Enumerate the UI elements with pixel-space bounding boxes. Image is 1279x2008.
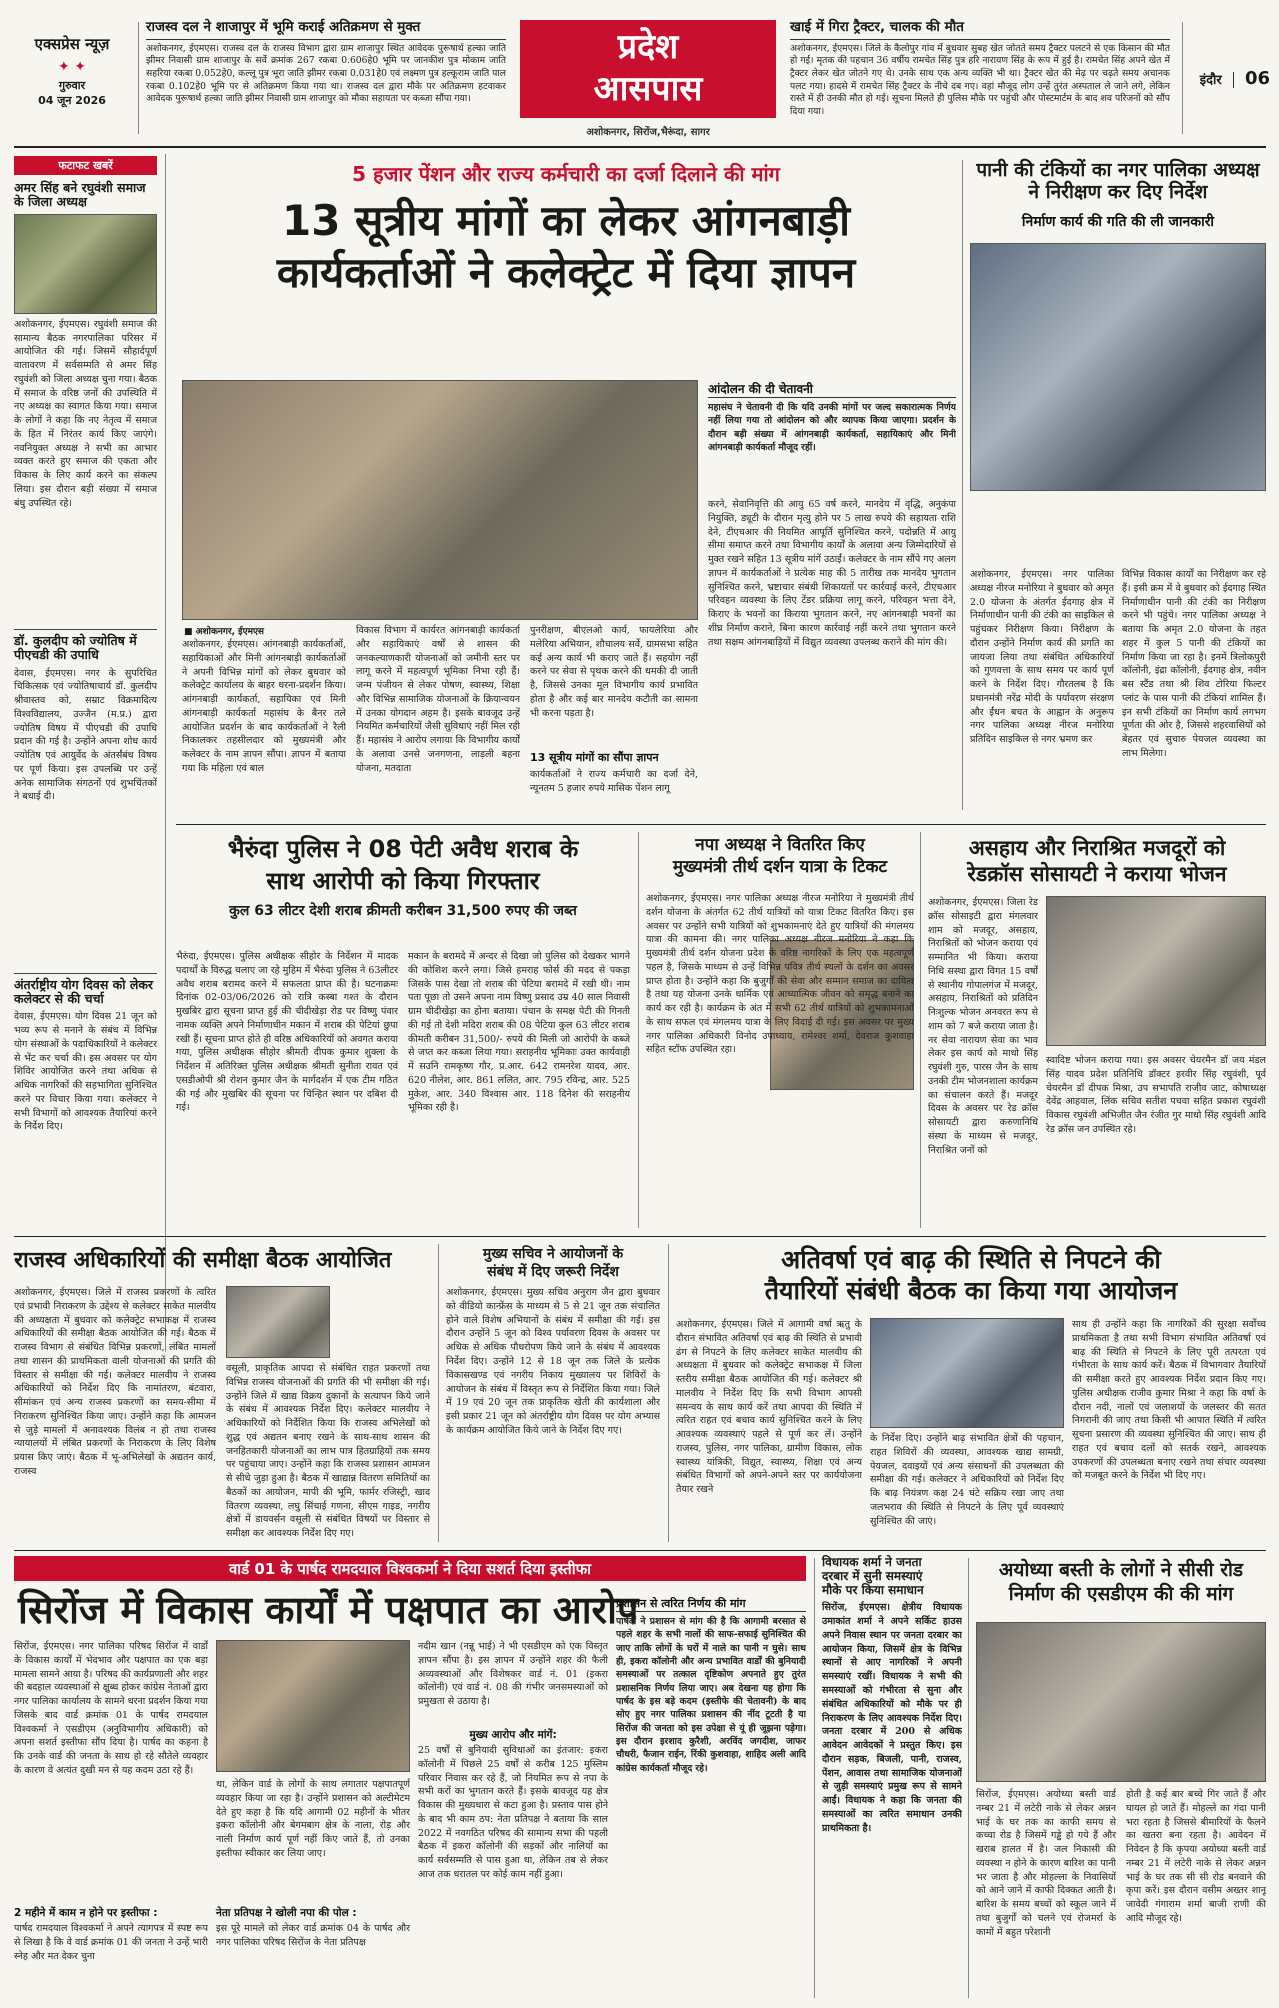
sidebar-tag: फटाफट खबरें [14,156,157,175]
sidebar-item2-body: देवास, ईएमएस। नगर के सुपरिचित चिकित्सक एवं ज्योतिषाचार्य डॉ. कुलदीप श्रीवास्तव को, सम्राट विक्रमादित्य विश्वविद्यालय, उज्जैन (म.प्र.) द्वारा ज्योतिष विषय में पीएचडी की उपाधि प्रदान की गई है। उन्होंने अपना शोध कार्य ज्योतिष एवं आयुर्वेद के अंतर्संबंध विषय पर पूर्ण किया। इस उपलब्धि पर उन्हें अनेक सामाजिक संगठनों एवं शुभचिंतकों ने बधाई दी। [14,667,157,803]
page-info [1190,68,1270,89]
lead-body-col3b: कार्यकर्ताओं ने राज्य कर्मचारी का दर्जा देने, न्यूनतम 5 हजार रुपये मासिक पेंशन लागू [530,769,698,794]
sironj-headline: सिरोंज में विकास कार्यों में पक्षपात का आरोप [18,1588,639,1633]
lead-box [708,380,956,490]
water-photo [970,243,1266,491]
redcross-headline-line2: रेडक्रॉस सोसायटी ने कराया भोजन [967,862,1227,887]
lead-box-body: महासंघ ने चेतावनी दी कि यदि उनकी मांगों पर जल्द सकारात्मक निर्णय नहीं लिया गया तो आंदोलन को और व्यापक किया जाएगा। प्रदर्शन के दौरान बड़ी संख्या में आंगनबाड़ी कार्यकर्ता, सहायिकाएं और मिनी आंगनबाड़ी कार्यकर्ता मौजूद रहीं। [708,402,956,454]
liquor-body-col2: मकान के बरामदे में अन्दर से दिखा जो पुलिस को देखकर भागने की कोशिश करने लगा। जिसे हमराह फोर्स की मदद से पकड़ा जिसके पास देखा तो शराब की पेटिया बरामदे में रखी थी। नाम पता पूछा तो उसने अपना नाम विष्णु प्रसाद उम्र 40 साल निवासी ग्राम चीदीखेड़ा का होना बताया। पंचान के समक्ष पेटी की गिनती की गई तो देशी मदिरा शराब की 08 पेटिया कुल 63 लीटर शराब कीमती करीबन 31,500/- रुपये की मिली जो आरोपी के कब्जे से जप्त कर कब्जा लिया गया। सराहनीय भूमिकाः उक्त कार्यवाही में सउनि रामकृष्ण गौर, प्र.आर. 642 रामनरेश यादव, आर. 620 नीलेश, आर. 861 ललित, आर. 795 रविन्द्र, आर. 525 मुकेश, आर. 340 विश्वास आर. 118 दिनेश की सराहनीय भूमिका रही है। [408,951,630,1114]
top-right-story [790,20,1170,136]
redcross-photo [1046,896,1266,1046]
redcross-headline-line1: असहाय और निराश्रित मजदूरों को [968,836,1226,860]
mla-headline-line2: दरबार में सुनी समस्याएं [822,1568,923,1583]
flood-headline-line2: तैयारियों संबंधी बैठक का किया गया आयोजन [764,1275,1178,1305]
revenue-photo [226,1286,330,1358]
section-districts: अशोकनगर, सिरोंज,भैरूंदा, सागर [586,127,710,138]
lead-body-col1: अशोकनगर, ईएमएस। आंगनबाड़ी कार्यकर्ताओं, सहायिकाओं और मिनी आंगनबाड़ी कार्यकर्ताओं ने अपनी विभिन्न मांगों को लेकर बुधवार को कलेक्ट्रेट कार्यालय के बाहर धरना-प्रदर्शन किया। आंगनबाड़ी कार्यकर्ता, सहायिका एवं मिनी आंगनबाड़ी कार्यकर्ता महासंघ के बैनर तले आयोजित प्रदर्शन के बाद कार्यकर्ताओं ने रैली निकालकर तहसीलदार को मुख्यमंत्री और कलेक्टर के नाम ज्ञापन सौंपा। ज्ञापन में बताया गया कि महिला एवं बाल [182,639,346,774]
sidebar-item1-photo [14,214,157,314]
liquor-body-col1: भैरुंदा, ईएमएस। पुलिस अधीक्षक सीहोर के निर्देशन में मादक पदार्थों के विरुद्ध चलाए जा रहे मुहिम में भैरुंदा पुलिस ने 63लीटर अवैध शराब बरामद करने में सफलता प्राप्त की है। घटनाक्रमः दिनांक 02-03/06/2026 को रात्रि कस्बा गश्त के दौरान मुखबिर द्वारा सूचना प्राप्त हुई की चीदीखेड़ा रोड पर विष्णु पंवार नामक व्यक्ति अपने निर्माणाधीन मकान में शराब की पेटियां छुपा रखी हैं। सूचना प्राप्त होते ही वरिष्ठ अधिकारियों को अवगत कराया गया, पुलिस अधीक्षक सीहोर श्रीमती दीपक कुमार शुक्ला के निर्देशन में अतिरिक्त पुलिस अधीक्षक श्रीमती सुनीता रावत एवं एसडीओपी श्री रोशन कुमार जैन के मार्गदर्शन में एक टीम गठित की गई और मुखबिर की सूचना पर चिन्हित स्थान पर दबिश दी गई। [176,951,398,1114]
sironj-kicker: वार्ड 01 के पार्षद रामदयाल विश्वकर्मा ने दिया सशर्त दिया इस्तीफा [228,1560,592,1578]
sironj-box-body: पार्षदों ने प्रशासन से मांग की है कि आगामी बरसात से पहले शहर के सभी नालों की साफ-सफाई सुनिश्चित की जाए ताकि लोगों के घरों में नाले का पानी न घुसे। साथ ही, इकरा कॉलोनी और अन्य प्रभावित वार्डों की बुनियादी समस्याओं पर तत्काल दृष्टिकोण अपनाते हुए तुरंत प्रशासनिक निर्णय लिया जाए। अब देखना यह होगा कि पार्षद के इस बड़े कदम (इस्तीफे की चेतावनी) के बाद सोए हुए नगर पालिका प्रशासन की नींद टूटती है या सिरोंज की जनता को इस उपेक्षा से यूं ही जूझना पड़ेगा। इस दौरान इरशाद कुरैशी, अरविंद जगदीश, जाफर चौधरी, फैजान राईन, रिंकी कुशवाहा, शाहिद अली आदि कांग्रेस कार्यकर्ता मौजूद रहे। [616,1616,806,1774]
sironj-body-col2b: इस पूरे मामले को लेकर वार्ड क्रमांक 04 के पार्षद और नगर पालिका परिषद सिरोंज के नेता प्रतिपक्ष [216,1923,410,1948]
cs-body: अशोकनगर, ईएमएस। मुख्य सचिव अनुराग जैन द्वारा बुधवार को वीडियो कान्फ्रेंस के माध्यम से 5 से 21 जून तक संचालित होने वाले विशेष अभियानों के संबंध में समीक्षा की गई। इस दौरान उन्होंने 5 जून को विश्व पर्यावरण दिवस के अवसर पर अधिक से अधिक पौधरोपण किये जाने के संबंध में आवश्यक निर्देश दिए। उन्होंने 12 से 18 जून तक जिले के प्रत्येक विकासखण्ड एवं नगरीय निकाय मुख्यालय पर शिविरों के आयोजन के संबंध में विस्तृत रूप से निर्देशित किया गया। जिले में 19 एवं 20 जून तक प्राकृतिक खेती की कार्यशाला और इसी प्रकार 21 जून को अंतर्राष्ट्रीय योग दिवस पर योग अभ्यास के कार्यक्रम आयोजित किये जाने के निर्देश दिए गए। [446,1287,660,1436]
ayodhya-photo [976,1622,1266,1782]
lead-headline-line1: 13 सूत्रीय मांगों का लेकर आंगनबाड़ी [281,196,851,245]
ayodhya-headline-line2: निर्माण की एसडीएम की की मांग [1008,1582,1234,1605]
sidebar [14,154,166,1352]
tirth-body: अशोकनगर, ईएमएस। नगर पालिका अध्यक्ष नीरज मनोरिया ने मुख्यमंत्री तीर्थ दर्शन योजना के अंतर्गत 62 तीर्थ यात्रियों को यात्रा टिकट वितरित किए। इस अवसर पर उन्होंने सभी यात्रियों को शुभकामनाएं देते हुए यात्रियों की मंगलमय यात्रा की कामना की। नगर पालिका अध्यक्ष नीरज मनोरिया ने कहा कि मुख्यमंत्री तीर्थ दर्शन योजना प्रदेश के वरिष्ठ नागरिकों के लिए एक महत्वपूर्ण पहल है, जिसके माध्यम से उन्हें विभिन्न पवित्र तीर्थ स्थलों के दर्शन का अवसर प्राप्त होता है। उन्होंने कहा कि बुजुर्गों की सेवा और सम्मान समाज का दायित्व है तथा यह योजना उनके धार्मिक एवं आध्यात्मिक जीवन को समृद्ध बनाने का कार्य कर रही है। कार्यक्रम के अंत में सभी 62 तीर्थ यात्रियों को शुभकामनाओं के साथ सफल एवं मंगलमय यात्रा के लिए विदाई दी गई। इस अवसर पर मुख्य नगर पालिका अधिकारी विनोद उपाध्याय, रामेश्वर शर्मा, देवराज कुशवाहा सहित स्टॉफ उपस्थित रहा। [646,893,914,1056]
lead-kicker: 5 हजार पेंशन और राज्य कर्मचारी का दर्जा दिलाने की मांग [352,162,780,186]
ayodhya-headline-line1: अयोध्या बस्ती के लोगों ने सीसी रोड [998,1559,1244,1581]
masthead-left [18,30,126,120]
mla-body: सिरोंज, ईएमएस। क्षेत्रीय विधायक उमाकांत शर्मा ने अपने सर्किट हाउस अपने निवास स्थान पर जनता दरबार का आयोजन किया, जिसमें क्षेत्र के विभिन्न स्थानों से आए नागरिकों ने अपनी समस्याएं रखीं। विधायक ने सभी की समस्याओं को गंभीरता से सुना और संबंधित अधिकारियों को मौके पर ही निराकरण के लिए आवश्यक निर्देश दिए। जनता दरबार में 200 से अधिक आवेदन आवेदकों ने प्रस्तुत किए। इस दौरान सड़क, बिजली, पानी, राजस्व, पेंशन, आवास तथा सामाजिक योजनाओं से जुड़ी समस्याएं प्रमुख रूप से सामने आईं। विधायक ने कहा कि जनता की समस्याओं का त्वरित समाधान उनकी प्राथमिकता है। [822,1602,962,1834]
liquor-headline-line1: भैरुंदा पुलिस ने 08 पेटी अवैध शराब के [227,835,579,863]
cs-headline-line1: मुख्य सचिव ने आयोजनों के [482,1246,624,1262]
sironj-body-col3b: 25 वर्षों से बुनियादी सुविधाओं का इंतजार: इकरा कॉलोनी में पिछले 25 वर्षों से करीब 125 मुस्लिम परिवार निवास कर रहे हैं, जो नियमित रूप से नपा के सभी करों का भुगतान करते हैं। इसके बावजूद यह क्षेत्र विकास की मुख्यधारा से कटा हुआ है। प्रस्ताव पास होने के बाद भी काम ठप: नेता प्रतिपक्ष ने बताया कि साल 2022 में नवगठित परिषद की सामान्य सभा की पहली बैठक में इकरा कॉलोनी की सड़कों और नालियों का कार्य सर्वसम्मति से पास हुआ था, लेकिन तब से लेकर आज तक धरातल पर कोई काम नहीं हुआ। [418,1745,608,1880]
revenue-body-col1: अशोकनगर, ईएमएस। जिले में राजस्व प्रकरणों के त्वरित एवं प्रभावी निराकरण के उद्देश्य से कलेक्टर साकेत मालवीय की अध्यक्षता में बुधवार को कलेक्ट्रेट सभाकक्ष में राजस्व अधिकारियों की समीक्षा बैठक आयोजित की गई। बैठक में राजस्व विभाग से संबंधित विभिन्न प्रकरणों, लंबित मामलों तथा शासन की प्राथमिकता वाली योजनाओं की प्रगति की विस्तार से समीक्षा की गई। कलेक्टर मालवीय ने राजस्व अधिकारियों को निर्देश दिए कि नामांतरण, बंटवारा, सीमांकन एवं अन्य राजस्व प्रकरणों का समय-सीमा में निराकरण सुनिश्चित किया जाए। उन्होंने कहा कि आमजन से जुड़े मामलों में अनावश्यक विलंब न हो तथा राजस्व न्यायालयों में लंबित प्रकरणों के निराकरण के लिए विशेष प्रयास किए जाएं। बैठक में भू-अभिलेखों के अद्यतन कार्य, राजस्व [14,1287,216,1477]
sidebar-item3-headline: अंतर्राष्ट्रीय योग दिवस को लेकर कलेक्टर से की चर्चा [14,973,157,1007]
flood-story [676,1242,1266,1544]
revenue-story [14,1242,430,1544]
sidebar-item2-headline: डॉ. कुलदीप को ज्योतिष में पीएचडी की उपाधि [14,629,157,663]
top-left-body: अशोकनगर, ईएमएस। राजस्व दल के राजस्व विभाग द्वारा ग्राम शाजापुर स्थित आवेदक पुरूषार्थ हल्का जाति झीमर निवासी ग्राम शाजापुर के सर्वे क्रमांक 267 रकबा 0.606हे0 भूमि पर जानकीश पुत्र मोकाम जाति सहरिया रकबा 0.052हे0, कल्लू पुत्र भूरा जाति झीमर रकबा 0.031हे0 एवं लक्ष्मण पुत्र हल्कूराम जाति पाल रकबा 0.102हे0 भूमि पर से अतिक्रमण किया गया था। राजस्व दल द्वारा मौके पर अतिक्रमण हटवाकर आवेदक पुरूषार्थ हल्का जाति झीमर निवासी ग्राम शाजापुर को मौका सहायता पर कब्जा सौंपा गया। [146,42,506,105]
ayodhya-body-col2: होती है कई बार बच्चे गिर जाते हैं और घायल हो जाते हैं। मोहल्ले का गंदा पानी भरा रहता है जिससे बीमारियों के फैलने का खतरा बना रहता है। आवेदन में निवेदन है कि कृपया अयोध्या बस्ती वार्ड नम्बर 21 में लटेरी नाके से लेकर अन्नन भाई के घर तक सी सी रोड बनवाने की कृपा करें। इस दौरान वसीम अख्तर शानू जावेदी गंगाराम शर्मा बाजी राणी की आदि मौजूद रहे। [1126,1789,1266,1924]
paper-name: एक्सप्रेस न्यूज़ [34,35,110,53]
liquor-subhead: कुल 63 लीटर देशी शराब क्रीमती करीबन 31,500 रुपए की जब्त [229,903,577,920]
flood-body-col3: साथ ही उन्होंने कहा कि नागरिकों की सुरक्षा सर्वोच्च प्राथमिकता है तथा सभी विभाग संभावित अतिवर्षा एवं बाढ़ की स्थिति से निपटने के लिए पूरी तत्परता एवं गंभीरता के साथ कार्य करें। बैठक में विभागवार तैयारियों की समीक्षा करते हुए आवश्यक निर्देश प्रदान किए गए। पुलिस अधीक्षक राजीव कुमार मिश्रा ने कहा कि वर्षा के दौरान नदी, नालों एवं जलाशयों के जलस्तर की सतत निगरानी की जाए तथा किसी भी आपात स्थिति में त्वरित सूचना प्रसारण की व्यवस्था सुनिश्चित की जाए। साथ ही राहत एवं बचाव दलों को सतर्क रखने, आवश्यक उपकरणों की उपलब्धता बनाए रखने तथा संचार व्यवस्था को मजबूत करने के निर्देश भी दिए गए। [1072,1319,1266,1482]
sironj-photo [216,1640,410,1772]
section-banner [520,20,776,140]
water-body-col1: अशोकनगर, ईएमएस। नगर पालिका अध्यक्ष नीरज मनोरिया ने बुधवार को अमृत 2.0 योजना के अंतर्गत ईदगाह क्षेत्र में निर्माणाधीन पानी की टंकी का साइकिल से पहुंचकर निरीक्षण किया। निरीक्षण के दौरान उन्होंने निर्माण कार्य की प्रगति का जायजा लिया तथा संबंधित अधिकारियों को गुणवत्ता के साथ समय पर कार्य पूर्ण करने के निर्देश दिए। गौरतलब है कि प्रधानमंत्री नरेंद्र मोदी के पर्यावरण संरक्षण और ईंधन बचत के आह्वान के अनुरूप नगर पालिका अध्यक्ष नीरज मनोरिया प्रतिदिन साइकिल से नगर भ्रमण कर [970,569,1114,746]
water-subhead: निर्माण कार्य की गति की ली जानकारी [1021,213,1215,230]
top-right-body: अशोकनगर, ईएमएस। जिले के कैलोपुर गांव में बुधवार सुबह खेत जोतते समय ट्रैक्टर पलटने से एक किसान की मौत हो गई। मृतक की पहचान 36 वर्षीय रामचेत सिंह पुत्र हरि नारायण सिंह के रूप में हुई है। रामचेत सिंह अपने खेत में ट्रैक्टर लेकर खेत जोतने गए थे। उनके साथ एक अन्य व्यक्ति भी था। ट्रैक्टर खेत की मेढ़ पर चढ़ते समय अचानक पलट गया। हादसे में रामचेत सिंह ट्रैक्टर के नीचे दब गए। वहां मौजूद लोग उन्हें तुरंत अस्पताल ले जाने लगे, लेकिन रास्ते में ही उनकी मौत हो गई। सूचना मिलते ही पुलिस मौके पर पहुंची और पोस्टमार्टम के बाद शव परिजनों को सौंप दिया गया। [790,42,1170,117]
sironj-box [616,1596,806,2000]
lead-box-heading: आंदोलन की दी चेतावनी [708,380,956,398]
lead-body-col3: पुनरीक्षण, बीएलओ कार्य, फायलेरिया और मलेरिया अभियान, शौचालय सर्वे, ग्रामसभा सहित कई अन्य कार्य भी कराए जाते हैं। सहयोग नहीं करने पर सेवा से पृथक करने की धमकी दी जाती है, जिससे उनका मूल विभागीय कार्य प्रभावित होता है और कई बार मानदेय कटौती का सामना भी करना पड़ता है। [530,625,698,719]
sironj-body-col1: सिरोंज, ईएमएस। नगर पालिका परिषद सिरोंज में वार्डों के विकास कार्यों में भेदभाव और पक्षपात का एक बड़ा मामला सामने आया है। परिषद की कार्यप्रणाली और शहर की बदहाल व्यवस्थाओं से क्षुब्ध होकर कांग्रेस नेताओं द्वारा नगर पालिका कार्यालय के सामने धरना प्रदर्शन किया गया जिसके बाद वार्ड क्रमांक 01 के पार्षद रामदयाल विश्वकर्मा ने एसडीएम (अनुविभागीय अधिकारी) को अपना सशर्त इस्तीफा सौंप दिया है। पार्षद का कहना है कि उनके वार्ड की जनता के साथ हो रहे सौतेले व्यवहार के कारण वे अत्यंत दुखी मन से यह कदम उठा रहे हैं। [14,1641,208,1776]
cs-headline-line2: संबंध में दिए जरूरी निर्देश [487,1264,619,1281]
redcross-story [928,830,1266,1230]
ayodhya-story [976,1556,1266,2000]
sironj-body-col1b: पार्षद रामदयाल विश्वकर्मा ने अपने त्यागपत्र में स्पष्ट रूप से लिखा है कि वे वार्ड क्रमांक 01 की जनता ने उन्हें भारी स्नेह और मत देकर चुना [14,1923,208,1962]
paper-logo-icon: ✦ ✦ [58,59,86,75]
sironj-body-col2: था, लेकिन वार्ड के लोगों के साथ लगातार पक्षपातपूर्ण व्यवहार किया जा रहा है। उन्होंने प्रशासन को अल्टीमेटम देते हुए कहा है कि यदि आगामी 02 महीनों के भीतर इकरा कॉलोनी और बेगमबाग क्षेत्र के नाला, रोड़ और नाली निर्माण कार्य पूर्ण नहीं किए जाते हैं, तो उनका इस्तीफा स्वीकार कर लिया जाए। [216,1779,410,1859]
page-number: 06 [1244,68,1270,89]
lead-photo-caption: ■ अशोकनगर, ईएमएस [184,627,265,637]
revenue-body-col2: वसूली, प्राकृतिक आपदा से संबंधित राहत प्रकरणों तथा विभिन्न राजस्व योजनाओं की प्रगति की भी समीक्षा की गई। उन्होंने जिले में खाद्य विक्रय दुकानों के सत्यापन किये जाने के संबंध में आवश्यक निर्देश दिए। कलेक्टर मालवीय ने अधिकारियों को निर्देशित किया कि राजस्व अभिलेखों को शुद्ध एवं अद्यतन बनाए रखने के साथ-साथ शासन की जनहितकारी योजनाओं का लाभ पात्र हितग्राहियों तक समय पर पहुंचाया जाए। उन्होंने कहा कि राजस्व प्रशासन आमजन से सीधे जुड़ा हुआ है। बैठक में खाद्यान्न वितरण समितियों का बैठकों का आयोजन, मापी की भूमि, फार्मर रजिस्ट्री, खाद वितरण व्यवस्था, लघु सिंचाई गणना, सीएम गाइड, नगरीय क्षेत्रों में डायवर्सन वसूली से संबंधित विषयों पर विस्तार से समीक्षा कर आवश्यक निर्देश दिए गए। [226,1363,430,1540]
sironj-box-heading: प्रशासन से त्वरित निर्णय की मांग [616,1596,806,1612]
revenue-headline: राजस्व अधिकारियों की समीक्षा बैठक आयोजित [14,1248,392,1273]
flood-photo [870,1318,1064,1428]
top-left-headline: राजस्व दल ने शाजापुर में भूमि कराई अतिक्रमण से मुक्त [146,20,506,40]
issue-date: 04 जून 2026 [38,94,106,107]
liquor-headline-line2: साथ आरोपी को किया गिरफ्तार [266,866,540,895]
sironj-subhead1: 2 महीने में काम न होने पर इस्तीफा : [14,1907,158,1919]
lead-body-col2: विकास विभाग में कार्यरत आंगनबाड़ी कार्यकर्ता और सहायिकाएं वर्षों से शासन की जनकल्याणकारी योजनाओं को जमीनी स्तर पर लागू करने में महत्वपूर्ण भूमिका निभा रही हैं। जन्म पंजीयन से लेकर पोषण, स्वास्थ्य, शिक्षा और विभिन्न सामाजिक योजनाओं के क्रियान्वयन में उनका योगदान अहम है। इसके बावजूद उन्हें नियमित कर्मचारियों जैसी सुविधाएं नहीं मिल रही हैं। महासंघ ने आरोप लगाया कि विभागीय कार्यों के अलावा उनसे जनगणना, लाड़ली बहना योजना, मतदाता [356,625,520,774]
sironj-kicker-box [14,1556,806,1581]
lead-story [176,154,956,818]
mla-story [822,1556,962,2000]
section-title-box [520,20,776,118]
flood-body-col2: के निर्देश दिए। उन्होंने बाढ़ संभावित क्षेत्रों की पहचान, राहत शिविरों की व्यवस्था, आवश्यक खाद्य सामग्री, पेयजल, दवाइयों एवं अन्य संसाधनों की उपलब्धता की समीक्षा की गई। कलेक्टर ने अधिकारियों को निर्देश दिए कि बाढ़ नियंत्रण कक्ष 24 घंटे सक्रिय रखा जाए तथा जलभराव की स्थिति से निपटने के लिए पूर्व व्यवस्थाएं सुनिश्चित की जाएं। [870,1433,1064,1527]
page-city: इंदौर [1199,73,1222,88]
water-headline: पानी की टंकियों का नगर पालिका अध्यक्ष ने निरीक्षण कर दिए निर्देश [976,159,1260,203]
mla-headline-line3: मौके पर किया समाधान [822,1582,924,1597]
lead-photo [182,380,698,620]
redcross-body-col1: अशोकनगर, ईएमएस। जिला रेड क्रॉस सोसाइटी द्वारा मंगलवार शाम को मजदूर, असहाय, निराश्रितों को भोजन कराया एवं सम्मानित भी किया। कराया निधि सस्था द्वारा विगत 15 वर्षों से स्थानीय गोपालगंज में मजदूर, असहाय, निराश्रितों को प्रतिदिन निःशुल्क भोजन अनवरत रूप से शाम को 7 बजे कराया जाता है। नर सेवा नारायण सेवा का भाव लेकर इस कार्य को माधो सिंह रघुवंशी गुरु, पारस जैन के साथ उनकी टीम भोजनशाला कार्यक्रम का संचालन करते हैं। मजदूर दिवस के अवसर पर रेड क्रॉस सोसायटी द्वारा करुणानिधि संस्था के माध्यम से मजदूर, निराश्रित जनों को [928,897,1038,1156]
tirth-headline-line2: मुख्यमंत्री तीर्थ दर्शन यात्रा के टिकट [672,856,888,877]
issue-day: गुरुवार [58,79,86,92]
redcross-body-col2: स्वादिष्ट भोजन कराया गया। इस अवसर चेयरमैन डॉ जय मंडल सिंह यादव प्रदेश प्रतिनिधि डॉक्टर हरवीर सिंह रघुवंशी, पूर्व चेयरमैन डॉ दीपक मिश्रा, उप सभापति राजीव जाट, कोषाध्यक्ष देवेंद्र आहवाल, लिंक सचिव सतीश पचवा सहित प्रकाश रघुवंशी विकास रघुवंशी अभिजीत जैन रंजीत गुर माधो सिंह रघुवंशी आदि रेड क्रॉस जन उपस्थित रहे। [1046,1055,1266,1135]
cs-story [446,1242,660,1544]
tirth-story [646,830,914,1230]
sironj-body-col3: नदीम खान (नन्नू भाई) ने भी एसडीएम को एक विस्तृत ज्ञापन सौंपा है। इस ज्ञापन में उन्होंने शहर की फैली अव्यवस्थाओं और विशेषकर वार्ड नं. 01 (इकरा कॉलोनी) एवं वार्ड नं. 08 की गंभीर जनसमस्याओं को प्रमुखता से उठाया है। [418,1641,608,1708]
sidebar-item1-body: अशोकनगर, ईएमएस। रघुवंशी समाज की सामान्य बैठक नगरपालिका परिसर में आयोजित की गई। जिसमें सौहार्दपूर्ण वातावरण में सर्वसम्मति से अमर सिंह रघुवंशी को जिला अध्यक्ष चुना गया। बैठक में समाज के वरिष्ठ जनों की उपस्थिति में नए अध्यक्ष का स्वागत किया गया। समाज के लोगों ने कहा कि नए नेतृत्व में समाज के हित में निरंतर कार्य किए जाएंगे। नवनियुक्त अध्यक्ष ने सभी का आभार व्यक्त करते हुए समाज की एकता और विकास के लिए कार्य करने का संकल्प लिया। इस दौरान बड़ी संख्या में समाज बंधु उपस्थित रहे। [14,318,157,509]
lead-body-col4: करने, सेवानिवृत्ति की आयु 65 वर्ष करने, मानदेय में वृद्धि, अनुकंपा नियुक्ति, ड्यूटी के दौरान मृत्यु होने पर 5 लाख रुपये की सहायता राशि देने, टीएचआर की नियमित आपूर्ति सुनिश्चित करने, पदोन्नति में आयु सीमा समाप्त करने तथा विभागीय कार्यों के अलावा अन्य जिम्मेदारियों से मुक्त रखने सहित 13 सूत्रीय मांगें उठाईं। कलेक्टर के नाम सौंपे गए अलग ज्ञापन में कार्यकर्ताओं ने प्रत्येक माह की 5 तारीख तक मानदेय भुगतान सुनिश्चित करने, भ्रष्टाचार संबंधी शिकायतों पर कार्रवाई करने, टीएचआर परिवहन व्यवस्था के लिए टेंडर प्रक्रिया लागू करने, परिवहन भत्ता देने, किराए के भवनों का किराया भुगतान करने, नए आंगनबाड़ी भवनों का शीघ्र निर्माण कराने, बिना कारण कार्रवाई नहीं करने तथा भुगतान करने तथा सक्षम आंगनबाड़ियों में विद्युत व्यवस्था उपलब्ध कराने की मांग की। [708,499,956,648]
water-story [970,160,1266,814]
water-body-col2: विभिन्न विकास कार्यों का निरीक्षण कर रहे हैं। इसी क्रम में वे बुधवार को ईदगाह स्थित निर्माणाधीन पानी की टंकी का निरीक्षण करने भी पहुंचे। नगर पालिका अध्यक्ष ने बताया कि अमृत 2.0 योजना के तहत शहर में कुल 5 पानी की टंकियों का निर्माण किया जा रहा है। इनमें त्रिलोकपुरी कॉलोनी, इंद्रा कॉलोनी, ईदगाह क्षेत्र, नवीन बस स्टैंड तथा श्री शिव टोरिया फिल्टर प्लांट के पास पानी की टंकियां शामिल हैं। इन सभी टंकियों का निर्माण कार्य लगभग पूर्णता की ओर है, जिससे शहरवासियों को बेहतर एवं सुचारु पेयजल व्यवस्था का लाभ मिलेगा। [1122,569,1266,759]
sidebar-item3-body: देवास, ईएमएस। योग दिवस 21 जून को भव्य रूप से मनाने के संबंध में विभिन्न योग संस्थाओं के पदाधिकारियों ने कलेक्टर से भेंट कर चर्चा की। इस अवसर पर योग शिविर आयोजित करने तथा अधिक से अधिक नागरिकों की सहभागिता सुनिश्चित करने पर विचार किया गया। कलेक्टर ने सभी विभागों को आवश्यक तैयारियां करने के निर्देश दिए। [14,1011,157,1133]
sironj-story [14,1556,806,2000]
liquor-story [176,830,630,1230]
sironj-subhead3: मुख्य आरोप और मांगें: [469,1729,557,1741]
lead-headline-line2: कार्यकर्ताओं ने कलेक्ट्रेट में दिया ज्ञापन [276,248,856,298]
top-right-headline: खाई में गिरा ट्रैक्टर, चालक की मौत [790,20,1170,40]
flood-body-col1: अशोकनगर, ईएमएस। जिले में आगामी वर्षा ऋतु के दौरान संभावित अतिवर्षा एवं बाढ़ की स्थिति से प्रभावी ढंग से निपटने के लिए कलेक्टर साकेत मालवीय की अध्यक्षता में बुधवार को कलेक्ट्रेट सभाकक्ष में जिला स्तरीय समीक्षा बैठक आयोजित की गई। कलेक्टर श्री मालवीय ने निर्देश दिए कि सभी विभाग आपसी समन्वय के साथ कार्य करें तथा आपदा की स्थिति में त्वरित राहत एवं बचाव कार्य सुनिश्चित करने के लिए आवश्यक व्यवस्थाएं पहले से पूर्ण कर लें। उन्होंने राजस्व, पुलिस, नगर पालिका, ग्रामीण विकास, लोक स्वास्थ्य यांत्रिकी, विद्युत, स्वास्थ्य, शिक्षा एवं अन्य संबंधित विभागों को अपने-अपने स्तर पर कार्ययोजना तैयार रखने [676,1319,862,1496]
section-title-line1: प्रदेश [617,27,679,67]
sironj-subhead2: नेता प्रतिपक्ष ने खोली नपा की पोल : [216,1907,357,1919]
mla-headline-line1: विधायक शर्मा ने जनता [822,1555,922,1569]
ayodhya-body-col1: सिरोंज, ईएमएस। अयोध्या बस्ती वार्ड नम्बर 21 में लटेरी नाके से लेकर अन्नन भाई के घर तक का काफी समय से कच्चा रोड है जिसमें गड्ढे हो गये हैं और खराब हालत में है। जल निकासी की व्यवस्था न होने के कारण बारिश का पानी भर जाता है और मोहल्ला के निवासियों को आने जाने में काफी दिक्कत आती है। बारिश के समय बच्चों को स्कूल जाने में तथा बुजुर्गों को चलने एवं रोजमर्रा के कामों में बहुत परेशानी [976,1789,1116,1938]
lead-subhead-mid: 13 सूत्रीय मांगों का सौंपा ज्ञापन [530,751,659,764]
tirth-headline-line1: नपा अध्यक्ष ने वितरित किए [695,835,865,855]
section-title-line2: आसपास [593,69,703,109]
flood-headline-line1: अतिवर्षा एवं बाढ़ की स्थिति से निपटने की [781,1245,1161,1274]
top-left-story [146,20,506,136]
sidebar-item1-headline: अमर सिंह बने रघुवंशी समाज के जिला अध्यक्ष [14,180,146,210]
